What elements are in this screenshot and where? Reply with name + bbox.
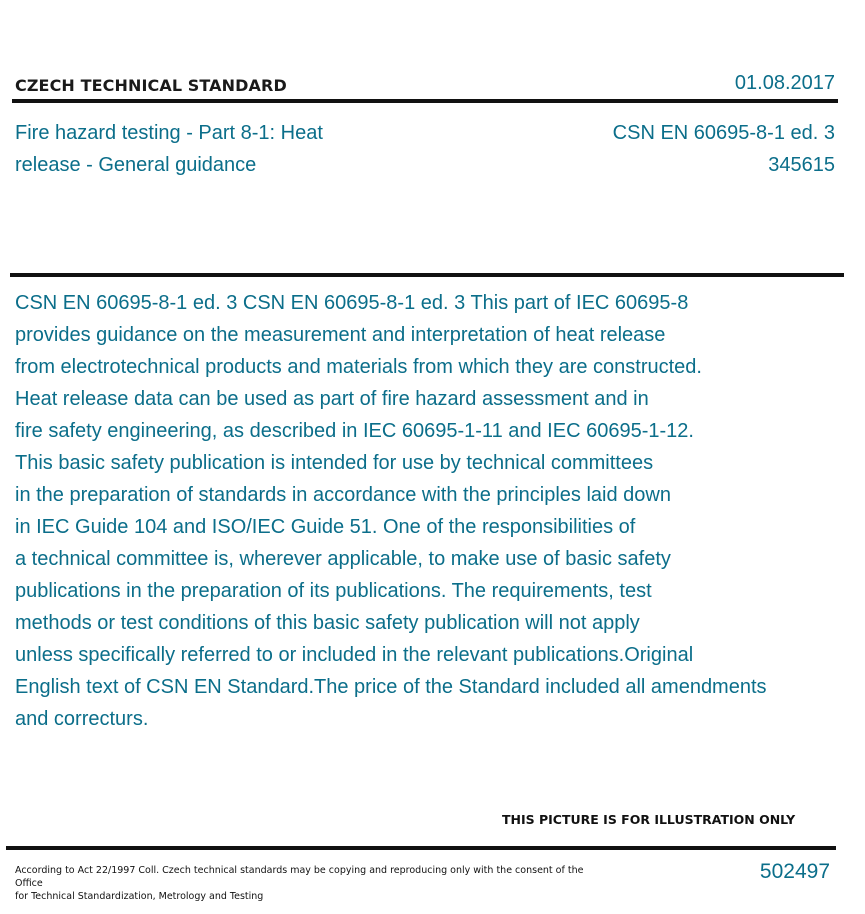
document-type-heading: CZECH TECHNICAL STANDARD — [15, 76, 287, 95]
illustration-disclaimer: THIS PICTURE IS FOR ILLUSTRATION ONLY — [502, 812, 796, 827]
publication-date: 01.08.2017 — [734, 72, 835, 94]
standard-designation-block — [613, 117, 835, 181]
standard-abstract: CSN EN 60695-8-1 ed. 3 CSN EN 60695-8-1 ed. 3 This part of IEC 60695-8 provides guidance on the measurement and interpretation of heat release from electrotechnical products and materials from which they are constructed. Heat release data can be used as part of fire hazard assessment and in fire safety engineering, as described in IEC 60695-1-11 and IEC 60695-1-12. This basic safety publication is intended for use by technical committees in the preparation of standards in accordance with the principles laid down in IEC Guide 104 and ISO/IEC Guide 51. One of the responsibilities of a technical committee is, wherever applicable, to make use of basic safety publications in the preparation of its publications. The requirements, test methods or test conditions of this basic safety publication will not apply unless specifically referred to or included in the relevant publications.Original English text of CSN EN Standard.The price of the Standard included all amendments and correcturs. — [15, 292, 767, 730]
footer-divider — [6, 846, 836, 850]
header-divider — [12, 99, 838, 103]
standard-designation: CSN EN 60695-8-1 ed. 3 — [612, 122, 835, 144]
standard-title: Fire hazard testing - Part 8-1: Heat release - General guidance — [15, 122, 323, 176]
content-divider — [10, 273, 844, 277]
classification-number: 345615 — [768, 154, 835, 176]
legal-notice: According to Act 22/1997 Coll. Czech technical standards may be copying and reproducing only with the consent of the Office for Technical Standardization, Metrology and Testing — [15, 865, 584, 902]
document-number: 502497 — [759, 860, 830, 883]
